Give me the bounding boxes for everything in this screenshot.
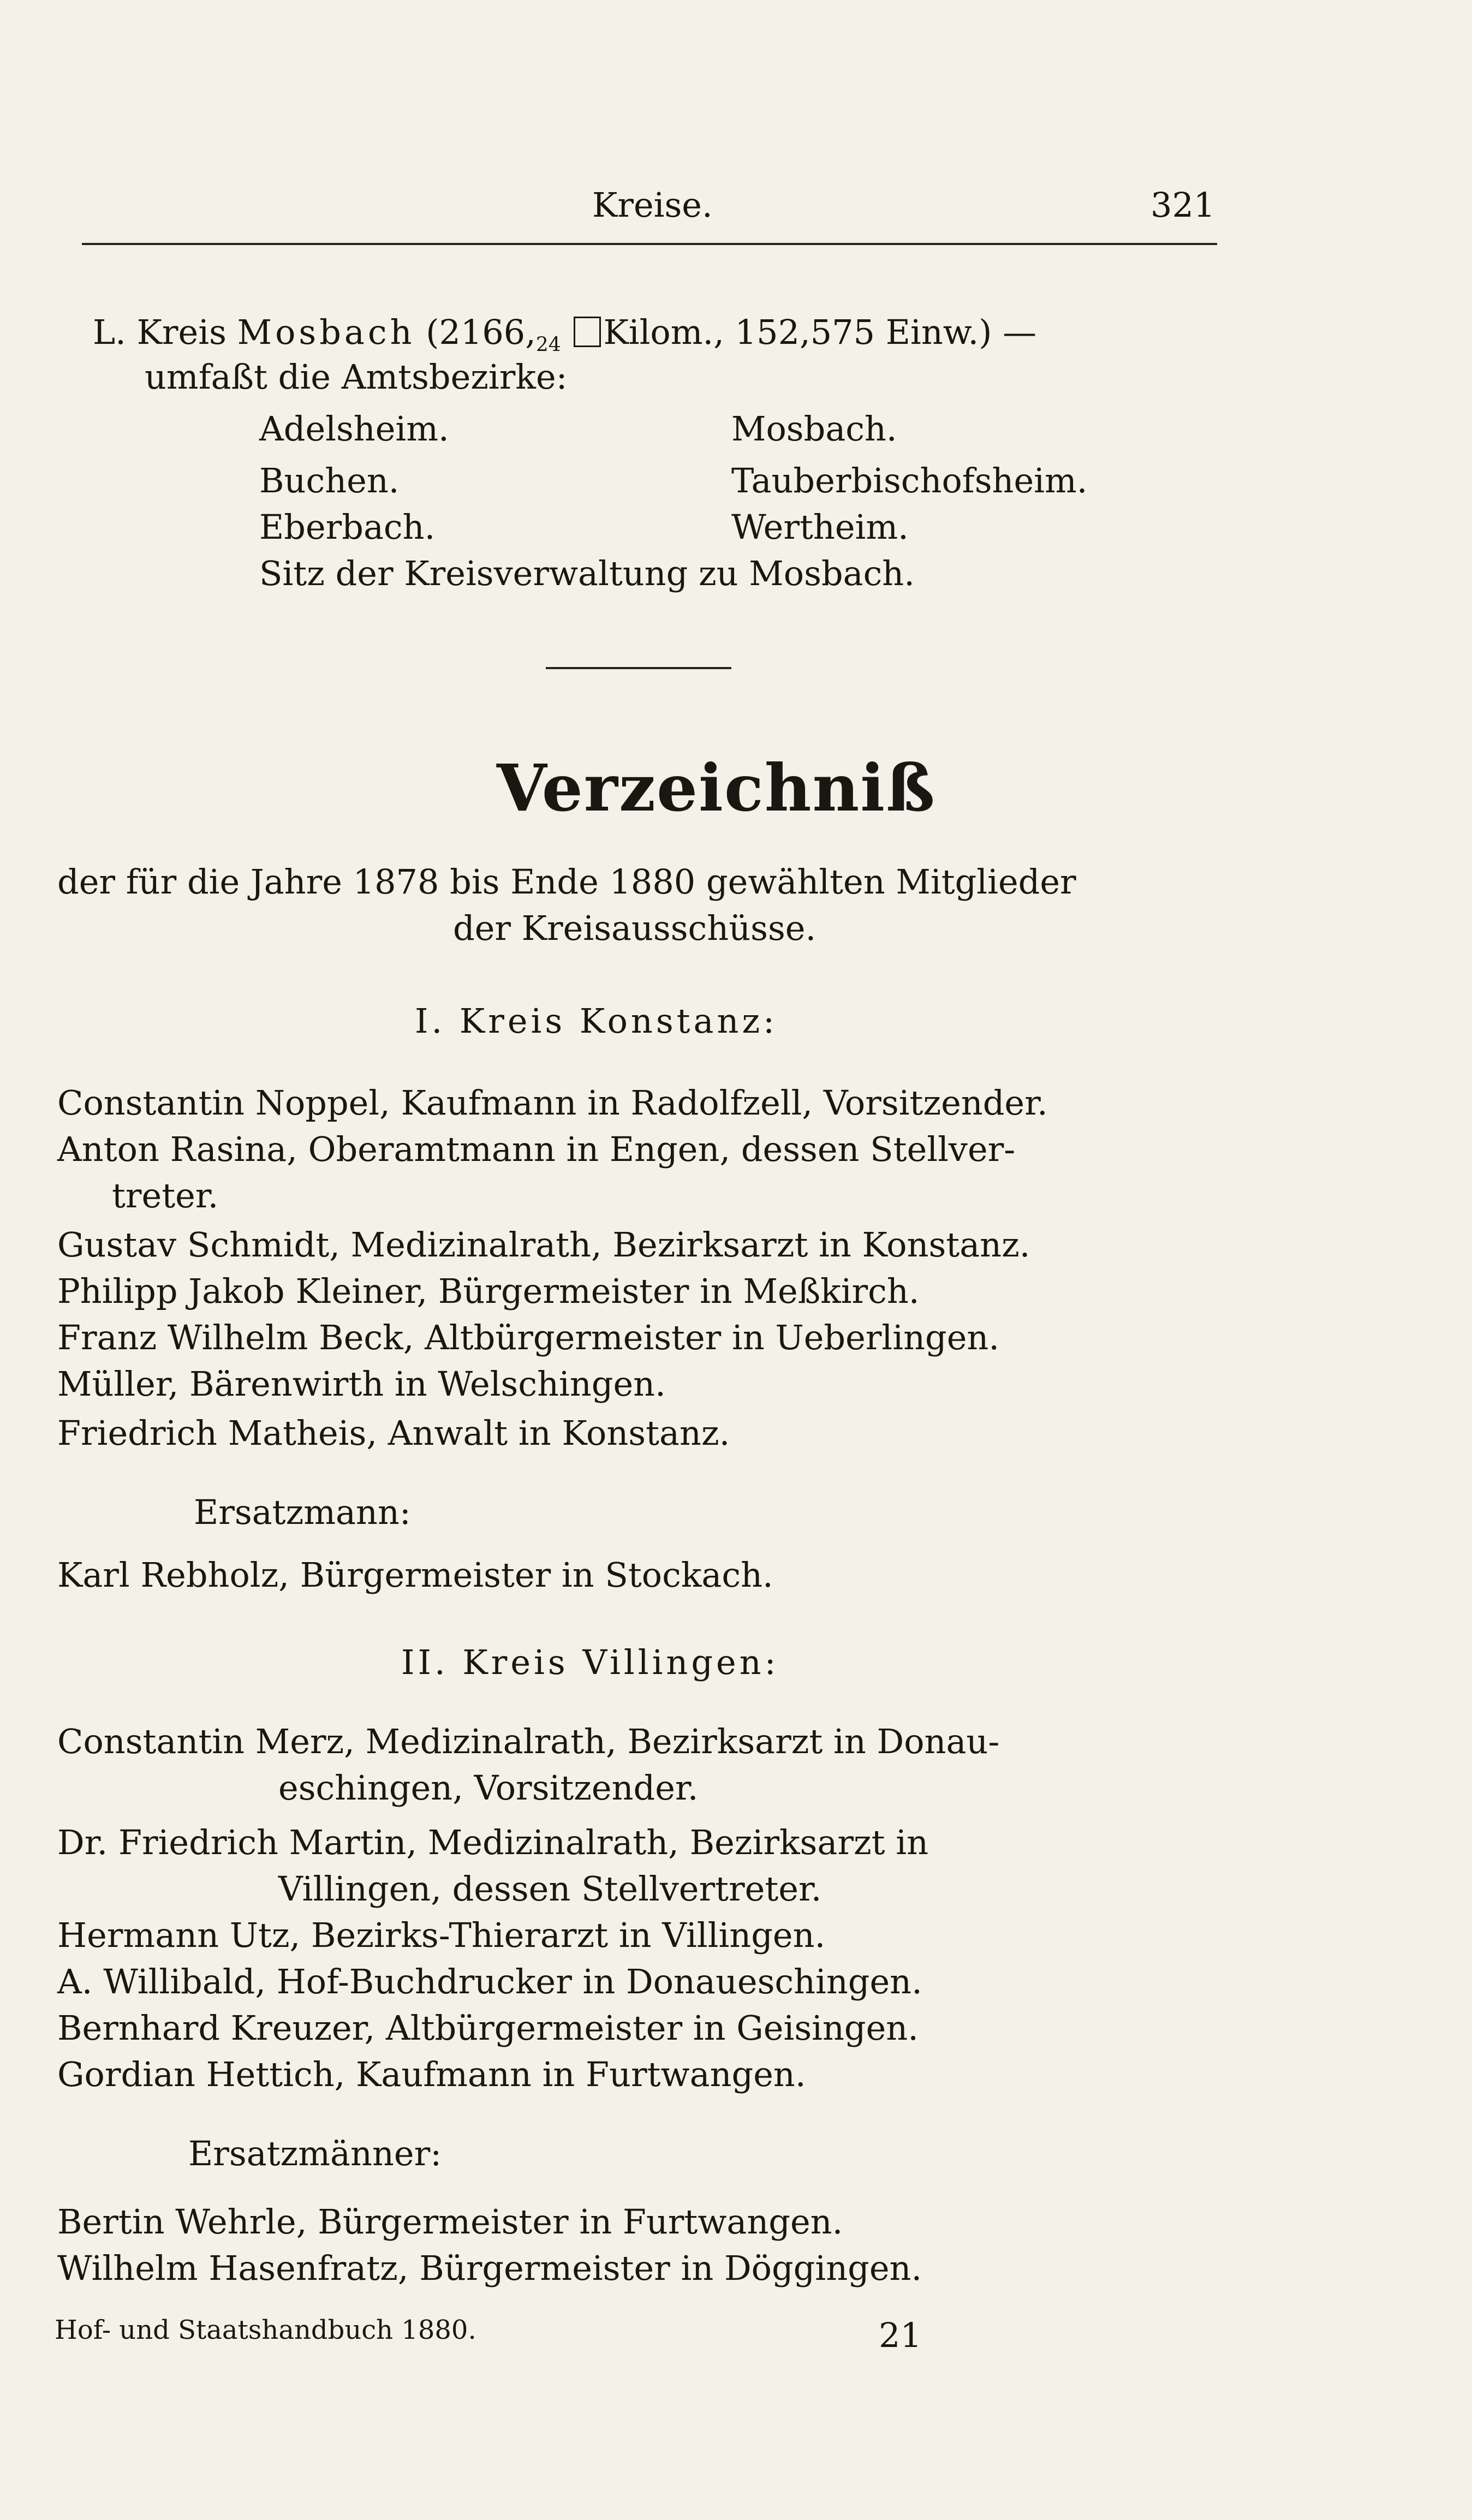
member-entry: Bernhard Kreuzer, Altbürgermeister in Geisingen. <box>57 2008 919 2048</box>
member-entry: Anton Rasina, Oberamtmann in Engen, dessen Stellver- <box>57 1129 1016 1169</box>
member-entry: Philipp Jakob Kleiner, Bürgermeister in Meßkirch. <box>57 1271 920 1311</box>
page-subtitle-1: der für die Jahre 1878 bis Ende 1880 gewählten Mitglieder <box>57 862 1076 902</box>
page-title: Verzeichniß <box>497 750 936 826</box>
member-entry: Friedrich Matheis, Anwalt in Konstanz. <box>57 1413 730 1453</box>
page-number: 321 <box>1151 185 1215 225</box>
section-divider <box>546 667 731 669</box>
ersatz-label: Ersatzmänner: <box>188 2134 442 2173</box>
amtsbezirk: Tauberbischofsheim. <box>731 461 1088 501</box>
kreis-2-heading: II. Kreis Villingen: <box>401 1642 779 1682</box>
header-rule <box>82 243 1217 245</box>
member-entry: Dr. Friedrich Martin, Medizinalrath, Bezirksarzt in <box>57 1822 929 1862</box>
member-entry: Constantin Noppel, Kaufmann in Radolfzell, Vorsitzender. <box>57 1083 1048 1123</box>
member-entry: Franz Wilhelm Beck, Altbürgermeister in Ueberlingen. <box>57 1318 1000 1357</box>
kreis-1-heading: I. Kreis Konstanz: <box>415 1001 778 1041</box>
signature-mark: 21 <box>879 2315 922 2355</box>
amtsbezirk: Adelsheim. <box>259 409 449 449</box>
amtsbezirk: Buchen. <box>259 461 400 501</box>
amtsbezirk: Eberbach. <box>259 507 436 547</box>
ersatz-entry: Wilhelm Hasenfratz, Bürgermeister in Döggingen. <box>57 2248 922 2288</box>
amtsbezirk: Wertheim. <box>731 507 909 547</box>
footer-imprint: Hof- und Staatshandbuch 1880. <box>55 2315 476 2345</box>
ersatz-label: Ersatzmann: <box>194 1492 411 1532</box>
member-entry: A. Willibald, Hof-Buchdrucker in Donaueschingen. <box>57 1962 922 2001</box>
ersatz-entry: Karl Rebholz, Bürgermeister in Stockach. <box>57 1555 773 1595</box>
member-entry-cont: eschingen, Vorsitzender. <box>278 1768 699 1808</box>
member-entry: Hermann Utz, Bezirks-Thierarzt in Villingen. <box>57 1915 826 1955</box>
member-entry: Müller, Bärenwirth in Welschingen. <box>57 1364 666 1404</box>
amtsbezirk: Mosbach. <box>731 409 897 449</box>
square-symbol-icon <box>574 317 601 347</box>
member-entry: Constantin Merz, Medizinalrath, Bezirksarzt in Donau- <box>57 1721 1000 1761</box>
member-entry-cont: Villingen, dessen Stellvertreter. <box>278 1869 822 1909</box>
kreis-l-sitz: Sitz der Kreisverwaltung zu Mosbach. <box>259 553 915 593</box>
kreis-l-line1: L. Kreis Mosbach ($2166,_{24}$ Kilom., 152,575 Einw.) — <box>93 312 1037 356</box>
page-subtitle-2: der Kreisausschüsse. <box>453 908 817 948</box>
kreis-l-line2: umfaßt die Amtsbezirke: <box>145 357 568 397</box>
running-title: Kreise. <box>592 185 713 225</box>
member-entry: Gustav Schmidt, Medizinalrath, Bezirksarzt in Konstanz. <box>57 1225 1030 1265</box>
member-entry: Gordian Hettich, Kaufmann in Furtwangen. <box>57 2054 806 2094</box>
member-entry-cont: treter. <box>112 1176 219 1216</box>
ersatz-entry: Bertin Wehrle, Bürgermeister in Furtwangen. <box>57 2202 843 2242</box>
